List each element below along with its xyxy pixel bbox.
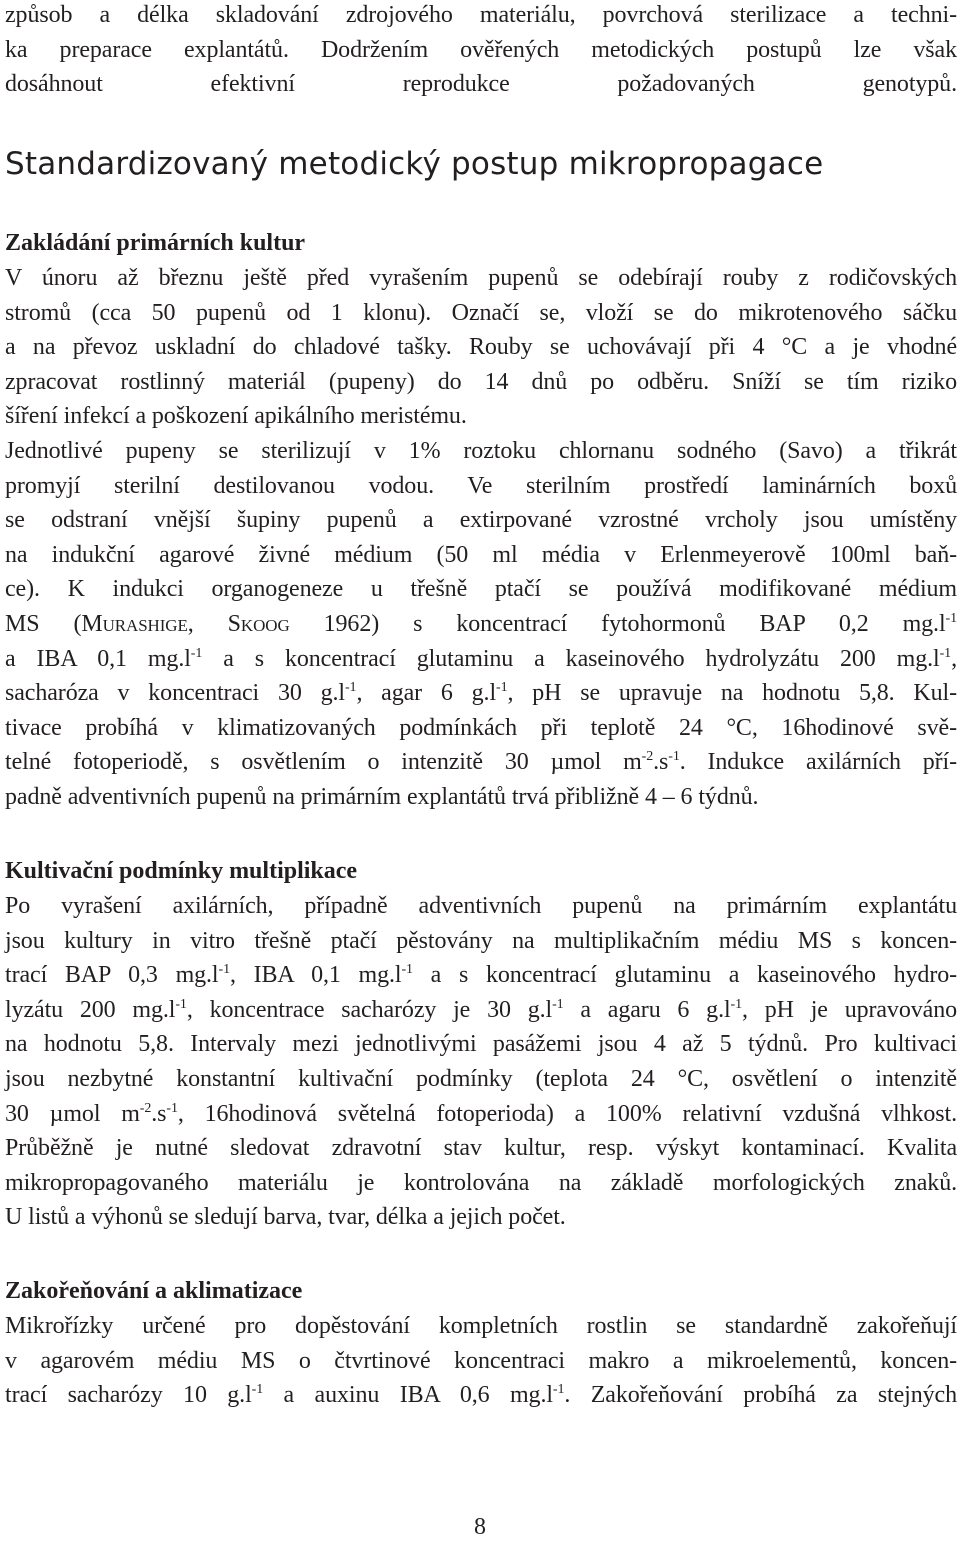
text-run: lyzátu 200 mg.l — [5, 996, 176, 1023]
text-run: , agar 6 g.l — [356, 680, 497, 707]
text-line: Jednotlivé pupeny se sterilizují v 1% roztoku chlornanu sodného (Savo) a třikrát — [5, 437, 957, 464]
author-name: Murashige — [81, 610, 188, 637]
superscript: -1 — [730, 996, 743, 1012]
text-run: . Indukce axilárních pří- — [679, 749, 957, 776]
text-run: a IBA 0,1 mg.l — [5, 645, 191, 672]
text-line: šíření infekcí a poškození apikálního meristému. — [5, 403, 467, 430]
page-title: Standardizovaný metodický postup mikropropagace — [5, 146, 824, 182]
text-line: Po vyrašení axilárních, případně adventivních pupenů na primárním explantátu — [5, 893, 957, 919]
page-number: 8 — [474, 1514, 486, 1540]
text-line: stromů (cca 50 pupenů od 1 klonu). Označí se, vloží se do mikrotenového sáčku — [5, 299, 957, 326]
text-line: v agarovém médiu MS o čtvrtinové koncentraci makro a mikroelementů, koncen- — [5, 1347, 957, 1374]
text-line — [5, 745, 957, 780]
text-run: , — [187, 610, 228, 637]
text-line: jsou kultury in vitro třešně ptačí pěstovány na multiplikačním médiu MS s koncen- — [5, 927, 957, 954]
section-body-rooting — [5, 1309, 957, 1413]
text-line: Mikrořízky určené pro dopěstování kompletních rostlin se standardně zakořeňují — [5, 1313, 957, 1339]
superscript: -1 — [668, 749, 680, 765]
text-run: 30 µmol m — [5, 1100, 140, 1127]
text-run: trací sacharózy 10 g.l — [5, 1382, 252, 1409]
section-title-rooting: Zakořeňování a aklimatizace — [5, 1278, 303, 1304]
superscript: -1 — [344, 680, 357, 696]
text-run: MS ( — [5, 610, 82, 637]
superscript: -1 — [251, 1382, 264, 1398]
text-run: , IBA 0,1 mg.l — [229, 962, 402, 989]
superscript: -1 — [496, 680, 508, 696]
text-line: ka preparace explantátů. Dodržením ověřených metodických postupů lze však — [5, 36, 957, 63]
text-run: trací BAP 0,3 mg.l — [5, 962, 219, 989]
superscript: -1 — [190, 645, 203, 661]
text-run: a s koncentrací glutaminu a kaseinového hydrolyzátu 200 mg.l — [202, 645, 940, 672]
text-line — [5, 993, 957, 1028]
text-run: .s — [653, 749, 669, 776]
text-run: a s koncentrací glutaminu a kaseinového hydro- — [412, 962, 958, 989]
text-run: 1962) s koncentrací fytohormonů BAP 0,2 mg.l — [289, 610, 946, 637]
text-run: a agaru 6 g.l — [563, 996, 731, 1023]
text-line — [5, 607, 957, 642]
text-line — [5, 642, 957, 677]
superscript: -1 — [218, 962, 230, 978]
text-run: . Zakořeňování probíhá za stejných — [564, 1382, 958, 1409]
text-run: , pH se upravuje na hodnotu 5,8. Kul- — [507, 680, 957, 707]
superscript: -2 — [139, 1100, 152, 1116]
text-line: zpracovat rostlinný materiál (pupeny) do 14 dnů po odběru. Sníží se tím riziko — [5, 368, 957, 395]
author-name: Skoog — [227, 610, 290, 637]
text-run: , — [951, 645, 957, 672]
text-line: dosáhnout efektivní reprodukce požadovaných genotypů. — [5, 71, 957, 98]
text-run: , pH je upravováno — [742, 996, 957, 1023]
superscript: -1 — [166, 1100, 178, 1116]
superscript: -1 — [939, 645, 952, 661]
intro-paragraph — [5, 0, 957, 102]
text-line: tivace probíhá v klimatizovaných podmínkách při teplotě 24 °C, 16hodinové svě- — [5, 714, 957, 741]
superscript: -2 — [641, 749, 654, 765]
text-line — [5, 1378, 957, 1413]
text-run: .s — [151, 1100, 167, 1127]
superscript: -1 — [175, 996, 187, 1012]
text-line: jsou nezbytné konstantní kultivační podmínky (teplota 24 °C, osvětlení o intenzitě — [5, 1065, 957, 1092]
text-line: na hodnotu 5,8. Intervaly mezi jednotlivými pasážemi jsou 4 až 5 týdnů. Pro kultivaci — [5, 1031, 957, 1058]
text-line: způsob a délka skladování zdrojového materiálu, povrchová sterilizace a techni- — [5, 2, 957, 28]
text-line — [5, 676, 957, 711]
text-line: a na převoz uskladní do chladové tašky. Rouby se uchovávají při 4 °C a je vhodné — [5, 334, 957, 361]
superscript: -1 — [552, 1382, 565, 1398]
section-title-primary-cultures: Zakládání primárních kultur — [5, 230, 306, 256]
superscript: -1 — [945, 610, 957, 626]
text-run: , koncentrace sacharózy je 30 g.l — [186, 996, 553, 1023]
text-run: , 16hodinová světelná fotoperioda) a 100% relativní vzdušná vlhkost. — [177, 1100, 957, 1127]
text-line — [5, 1097, 957, 1132]
text-line: promyjí sterilní destilovanou vodou. Ve sterilním prostředí laminárních boxů — [5, 472, 957, 499]
text-line: U listů a výhonů se sledují barva, tvar, délka a jejich počet. — [5, 1204, 566, 1231]
text-line: Průběžně je nutné sledovat zdravotní stav kultur, resp. výskyt kontaminací. Kvalita — [5, 1135, 957, 1162]
section-body-primary-cultures — [5, 261, 957, 815]
section-title-multiplication: Kultivační podmínky multiplikace — [5, 858, 358, 884]
text-line: se odstraní vnější šupiny pupenů a extirpované vzrostné vrcholy jsou umístěny — [5, 507, 957, 534]
text-line — [5, 958, 957, 993]
text-line: na indukční agarové živné médium (50 ml média v Erlenmeyerově 100ml baň- — [5, 541, 957, 568]
text-run: sacharóza v koncentraci 30 g.l — [5, 680, 345, 707]
text-line: padně adventivních pupenů na primárním explantátů trvá přibližně 4 – 6 týdnů. — [5, 783, 759, 810]
text-run: telné fotoperiodě, s osvětlením o intenzitě 30 µmol m — [5, 749, 642, 776]
text-line: ce). K indukci organogeneze u třešně ptačí se používá modifikované médium — [5, 576, 957, 603]
section-body-multiplication — [5, 889, 957, 1235]
text-line: mikropropagovaného materiálu je kontrolována na základě morfologických znaků. — [5, 1169, 957, 1196]
superscript: -1 — [552, 996, 564, 1012]
text-run: a auxinu IBA 0,6 mg.l — [263, 1382, 553, 1409]
text-line: V únoru až březnu ještě před vyrašením pupenů se odebírají rouby z rodičovských — [5, 265, 957, 291]
superscript: -1 — [401, 962, 413, 978]
